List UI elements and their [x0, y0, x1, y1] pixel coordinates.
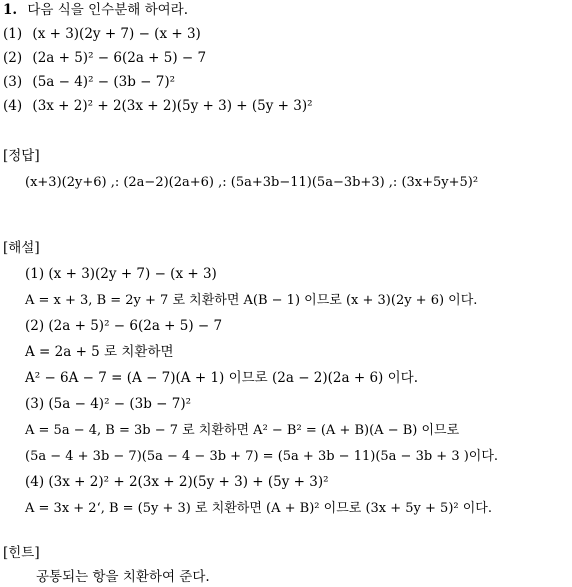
problem-number: 1. — [3, 2, 18, 18]
answer-heading: [정답] — [3, 148, 40, 164]
hint-heading: [힌트] — [3, 545, 40, 561]
solution-line: (5a − 4 + 3b − 7)(5a − 4 − 3b + 7) = (5a + 3b − 11)(5a − 3b + 3 )이다. — [25, 449, 499, 464]
hint-text: 공통되는 항을 치환하여 준다. — [36, 569, 210, 585]
solution-line: (1) (x + 3)(2y + 7) − (x + 3) — [25, 266, 217, 282]
problem-item-expr: (x + 3)(2y + 7) − (x + 3) — [32, 26, 201, 42]
problem-item-4 — [3, 100, 313, 114]
problem-item-label: (1) — [3, 26, 23, 42]
solution-line: (2) (2a + 5)² − 6(2a + 5) − 7 — [25, 318, 223, 334]
problem-item-label: (4) — [3, 98, 23, 114]
problem-header — [3, 4, 188, 18]
answer-text: (x+3)(2y+6) ,: (2a−2)(2a+6) ,: (5a+3b−11)(5a−3b+3) ,: (3x+5y+5)² — [25, 175, 479, 190]
solution-line: A = 5a − 4, B = 3b − 7 로 치환하면 A² − B² = (A + B)(A − B) 이므로 — [25, 423, 460, 438]
problem-item-expr: (5a − 4)² − (3b − 7)² — [32, 74, 176, 90]
problem-item-expr: (2a + 5)² − 6(2a + 5) − 7 — [32, 50, 207, 66]
problem-item-1 — [3, 28, 201, 42]
problem-item-expr: (3x + 2)² + 2(3x + 2)(5y + 3) + (5y + 3)² — [32, 98, 313, 114]
solution-heading: [해설] — [3, 240, 40, 256]
solution-line: A² − 6A − 7 = (A − 7)(A + 1) 이므로 (2a − 2)(2a + 6) 이다. — [25, 370, 418, 386]
solution-line: (4) (3x + 2)² + 2(3x + 2)(5y + 3) + (5y + 3)² — [25, 474, 329, 490]
problem-item-label: (2) — [3, 50, 23, 66]
problem-prompt: 다음 식을 인수분해 하여라. — [27, 2, 189, 18]
solution-line: A = x + 3, B = 2y + 7 로 치환하면 A(B − 1) 이므로 (x + 3)(2y + 6) 이다. — [25, 293, 478, 308]
problem-item-2 — [3, 52, 206, 66]
problem-item-3 — [3, 76, 175, 90]
solution-line: A = 2a + 5 로 치환하면 — [25, 344, 174, 360]
solution-line: (3) (5a − 4)² − (3b − 7)² — [25, 396, 192, 412]
solution-line: A = 3x + 2‘, B = (5y + 3) 로 치환하면 (A + B)² 이므로 (3x + 5y + 5)² 이다. — [25, 501, 492, 516]
problem-item-label: (3) — [3, 74, 23, 90]
